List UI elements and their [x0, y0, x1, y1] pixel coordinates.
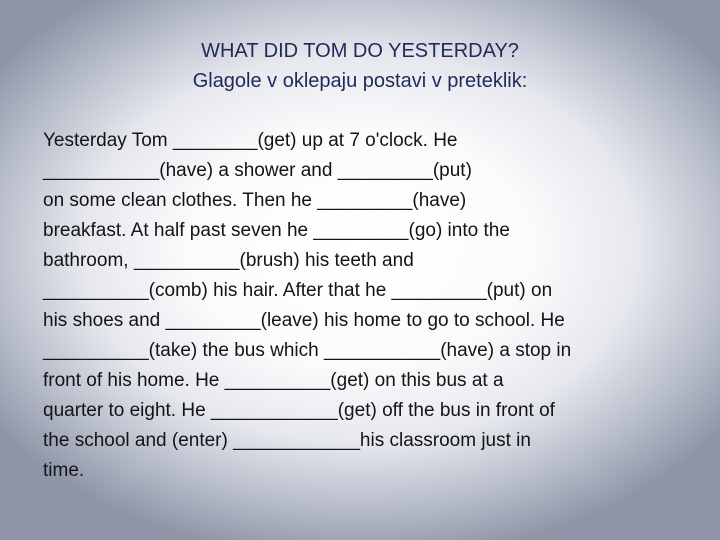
paragraph-line: __________(take) the bus which ___________(have) a stop in [43, 340, 572, 361]
paragraph-line: breakfast. At half past seven he _________(go) into the [43, 220, 510, 241]
exercise-paragraph [43, 126, 693, 486]
paragraph-line: his shoes and _________(leave) his home to go to school. He [43, 310, 565, 331]
paragraph-line: Yesterday Tom ________(get) up at 7 o'clock. He [43, 130, 458, 151]
paragraph-line: quarter to eight. He ____________(get) off the bus in front of [43, 400, 555, 421]
paragraph-line: time. [43, 460, 85, 481]
paragraph-line: the school and (enter) ____________his classroom just in [43, 430, 531, 451]
slide-title [0, 36, 720, 96]
title-line-2: Glagole v oklepaju postavi v preteklik: [192, 70, 528, 92]
paragraph-line: __________(comb) his hair. After that he _________(put) on [43, 280, 553, 301]
paragraph-line: ___________(have) a shower and _________(put) [43, 160, 472, 181]
paragraph-line: front of his home. He __________(get) on this bus at a [43, 370, 504, 391]
paragraph-line: on some clean clothes. Then he _________(have) [43, 190, 467, 211]
title-line-1: WHAT DID TOM DO YESTERDAY? [201, 40, 519, 62]
paragraph-line: bathroom, __________(brush) his teeth and [43, 250, 414, 271]
